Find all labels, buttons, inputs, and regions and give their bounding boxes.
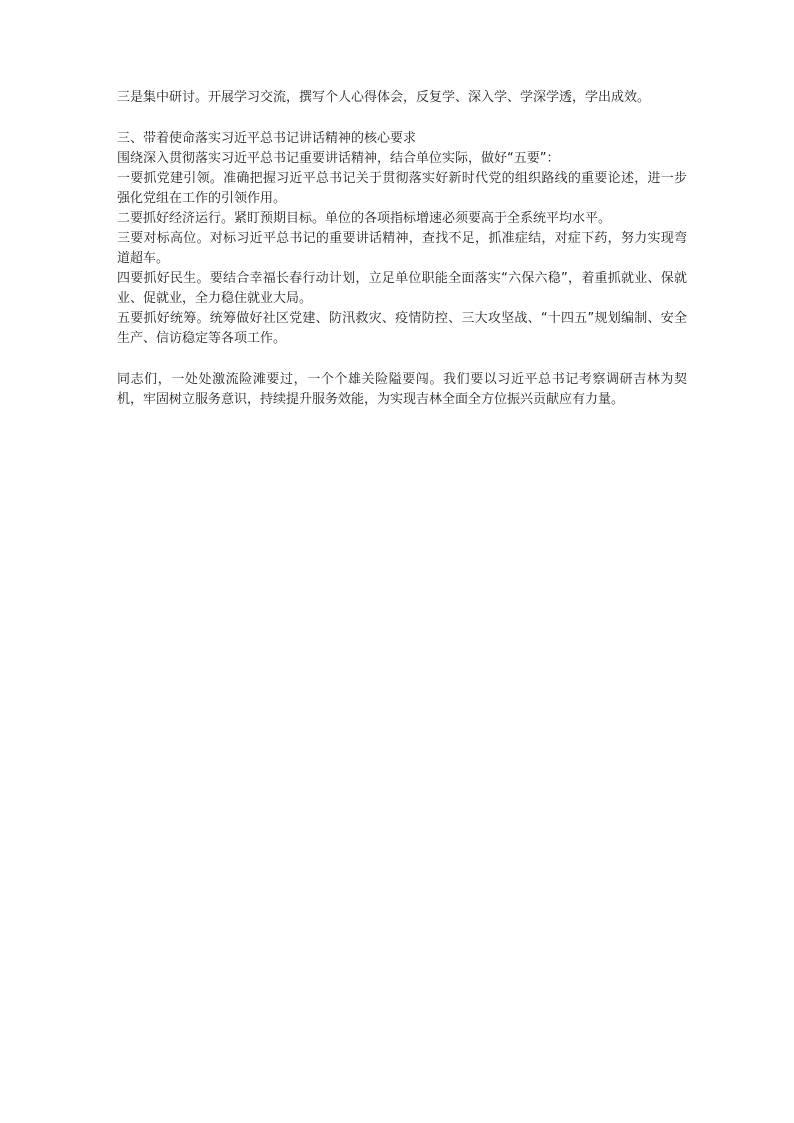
list-item: 一要抓党建引领。准确把握习近平总书记关于贯彻落实好新时代党的组织路线的重要论述，进一步强化党组在工作的引领作用。	[117, 171, 687, 206]
paragraph-closing: 同志们，一处处激流险滩要过，一个个雄关险隘要闯。我们要以习近平总书记考察调研吉林为契机，牢固树立服务意识，持续提升服务效能，为实现吉林全面全方位振兴贡献应有力量。	[117, 372, 687, 407]
paragraph-study: 三是集中研讨。开展学习交流，撰写个人心得体会，反复学、深入学、学深学透，学出成效。	[117, 90, 651, 105]
section-intro: 围绕深入贯彻落实习近平总书记重要讲话精神，结合单位实际，做好“五要”：	[117, 151, 560, 166]
list-item: 三要对标高位。对标习近平总书记的重要讲话精神，查找不足，抓准症结，对症下药，努力实现弯道超车。	[117, 231, 687, 266]
paragraph-spacer	[117, 108, 687, 129]
paragraph-spacer	[117, 349, 687, 370]
document-body	[117, 88, 687, 410]
section-heading: 三、带着使命落实习近平总书记讲话精神的核心要求	[117, 131, 417, 146]
list-item: 二要抓好经济运行。紧盯预期目标。单位的各项指标增速必须要高于全系统平均水平。	[117, 211, 612, 226]
list-item: 四要抓好民生。要结合幸福长春行动计划，立足单位职能全面落实“六保六稳”，着重抓就业、保就业、促就业，全力稳住就业大局。	[117, 271, 687, 306]
list-item: 五要抓好统筹。统筹做好社区党建、防汛救灾、疫情防控、三大攻坚战、“十四五”规划编制、安全生产、信访稳定等各项工作。	[117, 311, 687, 346]
